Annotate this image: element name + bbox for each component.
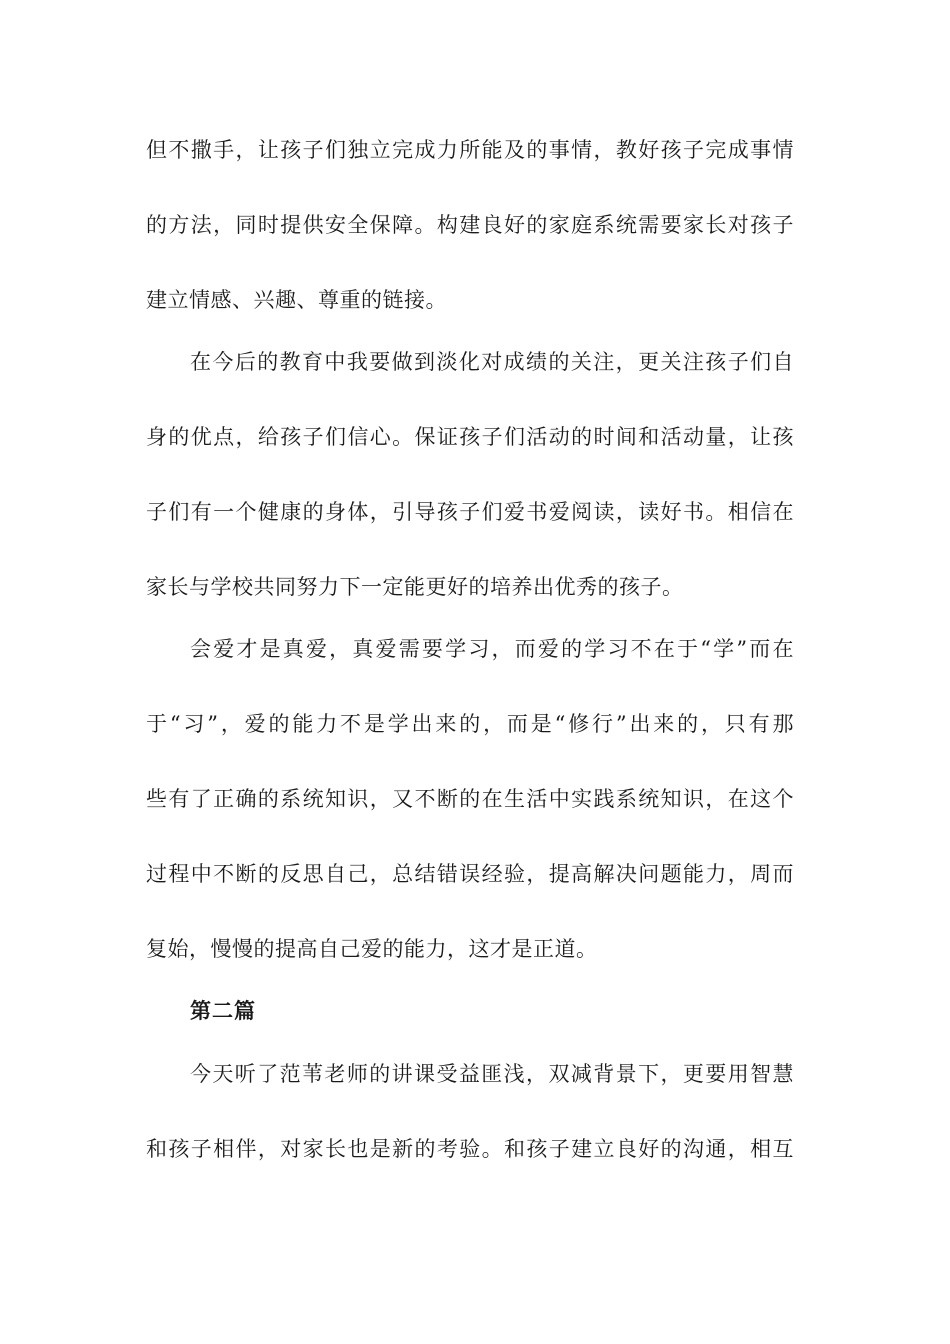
paragraph-line: 但不撒手，让孩子们独立完成力所能及的事情，教好孩子完成事情 [146,138,794,162]
paragraph-line: 过程中不断的反思自己，总结错误经验，提高解决问题能力，周而 [146,862,794,886]
paragraph-line: 于“习”，爱的能力不是学出来的，而是“修行”出来的，只有那 [146,712,794,736]
paragraph-line: 身的优点，给孩子们信心。保证孩子们活动的时间和活动量，让孩 [146,425,794,449]
paragraph-line: 今天听了范苇老师的讲课受益匪浅，双减背景下，更要用智慧 [190,1062,794,1086]
section-heading: 第二篇 [190,998,256,1023]
paragraph-line: 在今后的教育中我要做到淡化对成绩的关注，更关注孩子们自 [190,350,794,374]
paragraph-line: 建立情感、兴趣、尊重的链接。 [146,288,447,312]
paragraph-line: 复始，慢慢的提高自己爱的能力，这才是正道。 [146,937,598,961]
paragraph-line: 子们有一个健康的身体，引导孩子们爱书爱阅读，读好书。相信在 [146,500,794,524]
paragraph-line: 些有了正确的系统知识，又不断的在生活中实践系统知识，在这个 [146,787,794,811]
paragraph-line: 和孩子相伴，对家长也是新的考验。和孩子建立良好的沟通，相互 [146,1137,794,1161]
paragraph-line: 的方法，同时提供安全保障。构建良好的家庭系统需要家长对孩子 [146,213,794,237]
paragraph-line: 会爱才是真爱，真爱需要学习，而爱的学习不在于“学”而在 [190,637,794,661]
paragraph-line: 家长与学校共同努力下一定能更好的培养出优秀的孩子。 [146,575,684,599]
